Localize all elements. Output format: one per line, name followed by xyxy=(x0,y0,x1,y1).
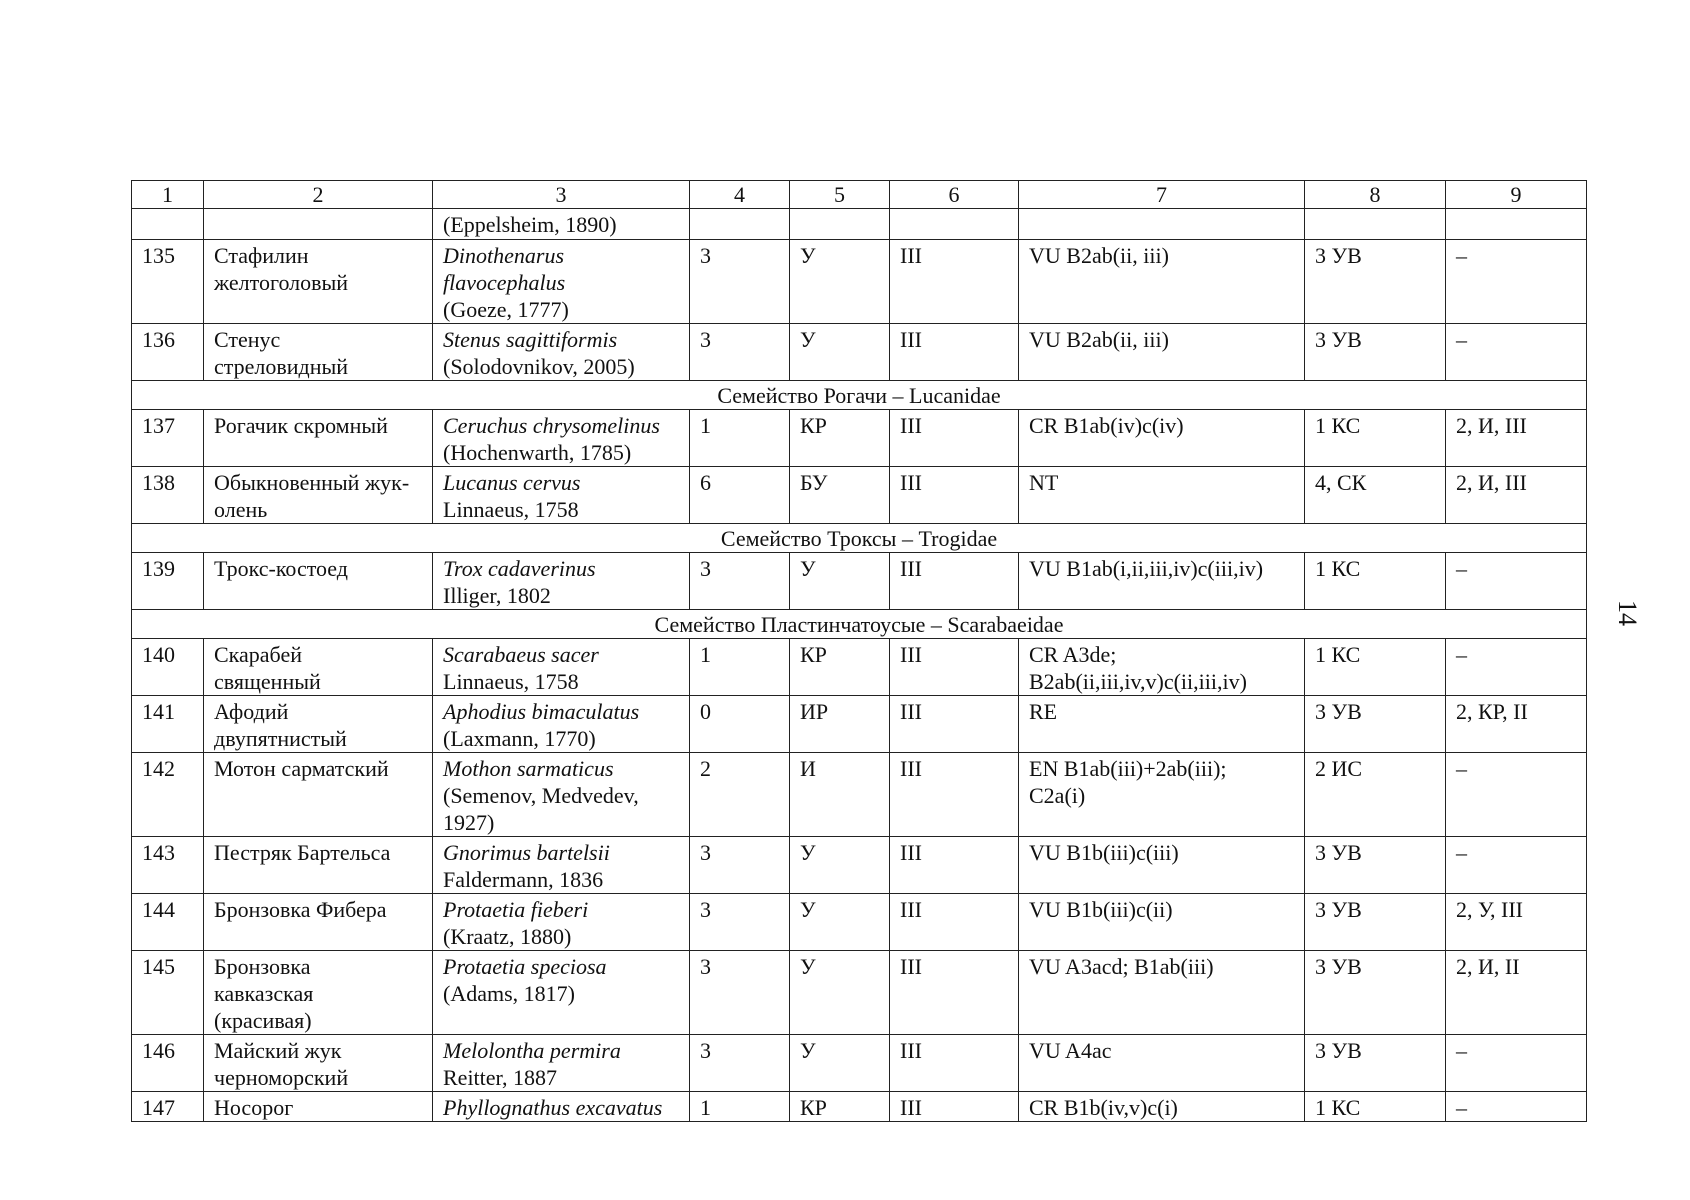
iucn-criteria-cell: VU B1b(iii)c(ii) xyxy=(1019,894,1305,951)
russian-name: Афодий двупятнистый xyxy=(204,696,433,753)
regional-status-cell: 3 УВ xyxy=(1305,894,1446,951)
category-cell: 6 xyxy=(690,467,790,524)
status-cell: У xyxy=(790,240,890,324)
latin-name: Protaetia speciosa xyxy=(443,954,607,979)
priority-cell: III xyxy=(890,240,1019,324)
latin-name: Gnorimus bartelsii xyxy=(443,840,610,865)
latin-name: Stenus sagittiformis xyxy=(443,327,618,352)
status-cell: У xyxy=(790,1035,890,1092)
author-citation: (Hochenwarth, 1785) xyxy=(443,440,632,465)
regional-status-cell: 1 КС xyxy=(1305,1092,1446,1122)
regional-status-cell: 1 КС xyxy=(1305,410,1446,467)
table-row xyxy=(132,553,1587,610)
priority-cell: III xyxy=(890,753,1019,837)
russian-name: Бронзовка кавказская (красивая) xyxy=(204,951,433,1035)
table-row xyxy=(132,467,1587,524)
table-cell: (Eppelsheim, 1890) xyxy=(433,209,690,240)
row-number: 143 xyxy=(132,837,204,894)
species-name xyxy=(433,753,690,837)
status-cell: У xyxy=(790,837,890,894)
latin-name: Protaetia fieberi xyxy=(443,897,589,922)
row-number: 141 xyxy=(132,696,204,753)
notes-cell: – xyxy=(1446,324,1587,381)
table-cell xyxy=(132,209,204,240)
iucn-criteria-cell: RE xyxy=(1019,696,1305,753)
iucn-criteria-cell: VU B2ab(ii, iii) xyxy=(1019,324,1305,381)
russian-name: Стенус стреловидный xyxy=(204,324,433,381)
species-name xyxy=(433,324,690,381)
page-number: 14 xyxy=(1613,600,1642,626)
priority-cell: III xyxy=(890,1092,1019,1122)
category-cell: 0 xyxy=(690,696,790,753)
regional-status-cell: 3 УВ xyxy=(1305,324,1446,381)
author-citation: Illiger, 1802 xyxy=(443,583,551,608)
status-cell: У xyxy=(790,951,890,1035)
russian-name: Мотон сарматский xyxy=(204,753,433,837)
category-cell: 3 xyxy=(690,1035,790,1092)
species-name xyxy=(433,837,690,894)
table-cell xyxy=(204,209,433,240)
russian-name: Рогачик скромный xyxy=(204,410,433,467)
status-cell: У xyxy=(790,324,890,381)
column-header: 5 xyxy=(790,181,890,209)
category-cell: 2 xyxy=(690,753,790,837)
category-cell: 1 xyxy=(690,1092,790,1122)
priority-cell: III xyxy=(890,1035,1019,1092)
species-name xyxy=(433,467,690,524)
priority-cell: III xyxy=(890,324,1019,381)
family-heading: Семейство Рогачи – Lucanidae xyxy=(132,381,1587,410)
column-header: 6 xyxy=(890,181,1019,209)
iucn-criteria-cell: VU B2ab(ii, iii) xyxy=(1019,240,1305,324)
table-row xyxy=(132,410,1587,467)
iucn-criteria-cell: CR A3de; B2ab(ii,iii,iv,v)c(ii,iii,iv) xyxy=(1019,639,1305,696)
latin-name: Dinothenarus flavocephalus xyxy=(443,243,566,295)
table-cell xyxy=(1446,209,1587,240)
latin-name: Ceruchus chrysomelinus xyxy=(443,413,660,438)
row-number: 139 xyxy=(132,553,204,610)
category-cell: 3 xyxy=(690,894,790,951)
author-citation: (Kraatz, 1880) xyxy=(443,924,572,949)
row-number: 138 xyxy=(132,467,204,524)
author-citation: (Semenov, Medvedev, 1927) xyxy=(443,783,639,835)
family-heading-row xyxy=(132,524,1587,553)
notes-cell: – xyxy=(1446,1092,1587,1122)
priority-cell: III xyxy=(890,553,1019,610)
row-number: 137 xyxy=(132,410,204,467)
russian-name: Майский жук черноморский xyxy=(204,1035,433,1092)
column-header: 2 xyxy=(204,181,433,209)
status-cell: И xyxy=(790,753,890,837)
iucn-criteria-cell: CR B1ab(iv)c(iv) xyxy=(1019,410,1305,467)
author-citation: Faldermann, 1836 xyxy=(443,867,604,892)
notes-cell: – xyxy=(1446,639,1587,696)
species-table xyxy=(131,180,1587,1122)
table-row xyxy=(132,324,1587,381)
notes-cell: – xyxy=(1446,837,1587,894)
priority-cell: III xyxy=(890,639,1019,696)
latin-name: Scarabaeus sacer xyxy=(443,642,599,667)
notes-cell: 2, У, III xyxy=(1446,894,1587,951)
category-cell: 3 xyxy=(690,837,790,894)
regional-status-cell: 3 УВ xyxy=(1305,951,1446,1035)
iucn-criteria-cell: NT xyxy=(1019,467,1305,524)
column-header: 7 xyxy=(1019,181,1305,209)
priority-cell: III xyxy=(890,467,1019,524)
iucn-criteria-cell: VU A4ac xyxy=(1019,1035,1305,1092)
family-heading: Семейство Троксы – Trogidae xyxy=(132,524,1587,553)
russian-name: Бронзовка Фибера xyxy=(204,894,433,951)
row-number: 135 xyxy=(132,240,204,324)
notes-cell: 2, КР, II xyxy=(1446,696,1587,753)
author-citation: (Adams, 1817) xyxy=(443,981,575,1006)
latin-name: Aphodius bimaculatus xyxy=(443,699,640,724)
species-name xyxy=(433,951,690,1035)
status-cell: У xyxy=(790,894,890,951)
species-name xyxy=(433,1092,690,1122)
regional-status-cell: 1 КС xyxy=(1305,639,1446,696)
latin-name: Trox cadaverinus xyxy=(443,556,596,581)
column-header-row xyxy=(132,181,1587,209)
status-cell: ИР xyxy=(790,696,890,753)
status-cell: У xyxy=(790,553,890,610)
notes-cell: – xyxy=(1446,553,1587,610)
category-cell: 3 xyxy=(690,951,790,1035)
notes-cell: – xyxy=(1446,753,1587,837)
notes-cell: 2, И, II xyxy=(1446,951,1587,1035)
category-cell: 1 xyxy=(690,410,790,467)
iucn-criteria-cell: VU B1ab(i,ii,iii,iv)c(iii,iv) xyxy=(1019,553,1305,610)
table-row xyxy=(132,894,1587,951)
iucn-criteria-cell: VU B1b(iii)c(iii) xyxy=(1019,837,1305,894)
author-citation: Linnaeus, 1758 xyxy=(443,497,579,522)
status-cell: КР xyxy=(790,639,890,696)
notes-cell: 2, И, III xyxy=(1446,467,1587,524)
table-cell xyxy=(890,209,1019,240)
species-name xyxy=(433,696,690,753)
priority-cell: III xyxy=(890,951,1019,1035)
row-number: 145 xyxy=(132,951,204,1035)
russian-name: Стафилин желтоголовый xyxy=(204,240,433,324)
priority-cell: III xyxy=(890,837,1019,894)
continuation-row xyxy=(132,209,1587,240)
priority-cell: III xyxy=(890,410,1019,467)
table-cell xyxy=(1019,209,1305,240)
author-citation: (Goeze, 1777) xyxy=(443,297,569,322)
row-number: 147 xyxy=(132,1092,204,1122)
iucn-criteria-cell: CR B1b(iv,v)c(i) xyxy=(1019,1092,1305,1122)
table-row xyxy=(132,1035,1587,1092)
table-row xyxy=(132,753,1587,837)
species-name xyxy=(433,240,690,324)
status-cell: КР xyxy=(790,410,890,467)
column-header: 1 xyxy=(132,181,204,209)
species-name xyxy=(433,639,690,696)
russian-name: Обыкновенный жук- олень xyxy=(204,467,433,524)
family-heading-row xyxy=(132,381,1587,410)
table-row xyxy=(132,837,1587,894)
russian-name: Носорог xyxy=(204,1092,433,1122)
table-cell xyxy=(690,209,790,240)
author-citation: Reitter, 1887 xyxy=(443,1065,557,1090)
species-name xyxy=(433,1035,690,1092)
iucn-criteria-cell: EN B1ab(iii)+2ab(iii); C2a(i) xyxy=(1019,753,1305,837)
priority-cell: III xyxy=(890,696,1019,753)
column-header: 3 xyxy=(433,181,690,209)
regional-status-cell: 4, СК xyxy=(1305,467,1446,524)
species-name xyxy=(433,894,690,951)
row-number: 146 xyxy=(132,1035,204,1092)
regional-status-cell: 3 УВ xyxy=(1305,1035,1446,1092)
column-header: 9 xyxy=(1446,181,1587,209)
latin-name: Lucanus cervus xyxy=(443,470,581,495)
row-number: 136 xyxy=(132,324,204,381)
russian-name: Пестряк Бартельса xyxy=(204,837,433,894)
regional-status-cell: 3 УВ xyxy=(1305,240,1446,324)
notes-cell: – xyxy=(1446,240,1587,324)
table-cell xyxy=(790,209,890,240)
notes-cell: – xyxy=(1446,1035,1587,1092)
iucn-criteria-cell: VU A3acd; B1ab(iii) xyxy=(1019,951,1305,1035)
column-header: 8 xyxy=(1305,181,1446,209)
category-cell: 3 xyxy=(690,240,790,324)
regional-status-cell: 2 ИС xyxy=(1305,753,1446,837)
author-citation: (Solodovnikov, 2005) xyxy=(443,354,635,379)
russian-name: Трокс-костоед xyxy=(204,553,433,610)
regional-status-cell: 3 УВ xyxy=(1305,696,1446,753)
table-row xyxy=(132,951,1587,1035)
row-number: 144 xyxy=(132,894,204,951)
latin-name: Mothon sarmaticus xyxy=(443,756,614,781)
priority-cell: III xyxy=(890,894,1019,951)
status-cell: БУ xyxy=(790,467,890,524)
category-cell: 3 xyxy=(690,553,790,610)
column-header: 4 xyxy=(690,181,790,209)
table-cell xyxy=(1305,209,1446,240)
species-name xyxy=(433,410,690,467)
species-name xyxy=(433,553,690,610)
table-row xyxy=(132,1092,1587,1122)
latin-name: Melolontha permira xyxy=(443,1038,621,1063)
category-cell: 3 xyxy=(690,324,790,381)
table-row xyxy=(132,240,1587,324)
regional-status-cell: 3 УВ xyxy=(1305,837,1446,894)
regional-status-cell: 1 КС xyxy=(1305,553,1446,610)
author-citation: Linnaeus, 1758 xyxy=(443,669,579,694)
status-cell: КР xyxy=(790,1092,890,1122)
row-number: 142 xyxy=(132,753,204,837)
row-number: 140 xyxy=(132,639,204,696)
table-row xyxy=(132,696,1587,753)
family-heading: Семейство Пластинчатоусые – Scarabaeidae xyxy=(132,610,1587,639)
russian-name: Скарабей священный xyxy=(204,639,433,696)
family-heading-row xyxy=(132,610,1587,639)
latin-name: Phyllognathus excavatus xyxy=(443,1095,663,1120)
author-citation: (Laxmann, 1770) xyxy=(443,726,596,751)
category-cell: 1 xyxy=(690,639,790,696)
notes-cell: 2, И, III xyxy=(1446,410,1587,467)
table-row xyxy=(132,639,1587,696)
